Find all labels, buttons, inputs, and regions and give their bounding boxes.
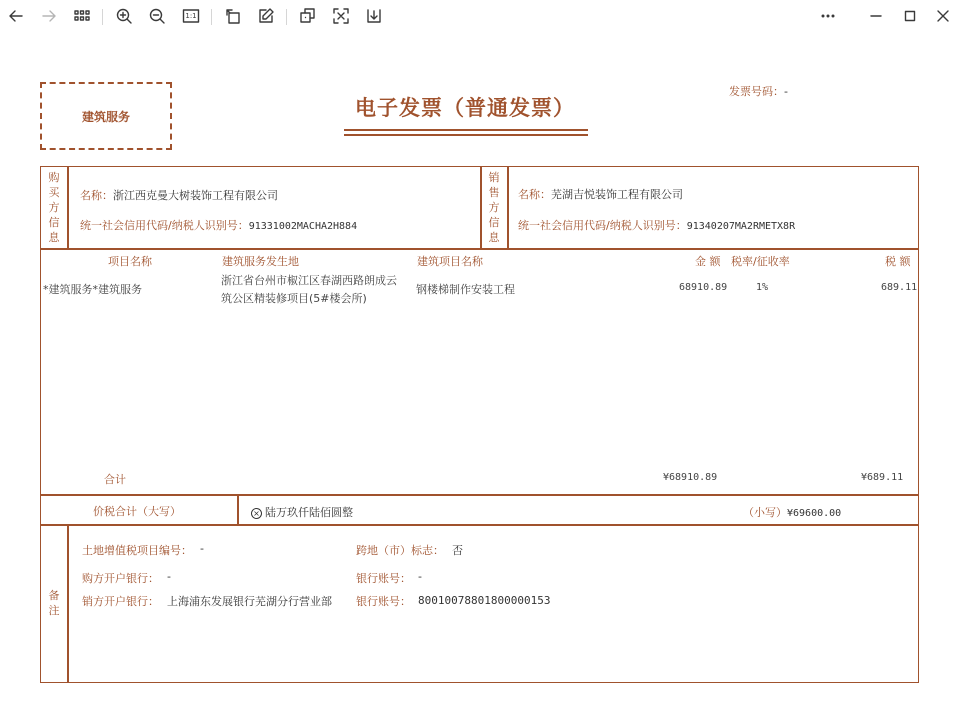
header-amount: 金 额 [695, 255, 721, 268]
edit-icon[interactable] [255, 5, 277, 27]
download-icon[interactable] [363, 5, 385, 27]
buyer-name: 名称：浙江西克曼大树装饰工程有限公司 [80, 189, 278, 202]
zoom-out-icon[interactable] [146, 5, 168, 27]
rotate-icon[interactable] [222, 5, 244, 27]
cross-region-value: 否 [452, 544, 463, 557]
buyer-bank-label: 购方开户银行： [82, 572, 159, 585]
item-project-name: 钢楼梯制作安装工程 [416, 283, 515, 296]
close-icon[interactable] [932, 5, 954, 27]
actual-size-icon[interactable]: 1:1 [185, 12, 197, 20]
item-amount: 68910.89 [679, 282, 728, 293]
copy-icon[interactable] [297, 5, 319, 27]
remarks-section-label: 备 注 [48, 589, 60, 617]
seller-name: 名称：芜湖吉悦装饰工程有限公司 [518, 188, 683, 201]
fit-screen-icon[interactable] [330, 5, 352, 27]
divider [40, 494, 919, 496]
invoice-number-label: 发票号码： [729, 85, 784, 98]
divider [507, 166, 509, 248]
minimize-icon[interactable] [865, 5, 887, 27]
subtotal-tax: ¥689.11 [861, 472, 904, 483]
stamp-label: 建筑服务 [81, 109, 130, 124]
maximize-icon[interactable] [899, 5, 921, 27]
header-tax: 税 额 [885, 255, 911, 268]
forward-arrow-icon [38, 5, 60, 27]
item-service-location: 浙江省台州市椒江区春湖西路朗成云 [221, 274, 397, 287]
more-icon[interactable] [817, 5, 839, 27]
back-arrow-icon[interactable] [5, 5, 27, 27]
buyer-bank-value: - [167, 570, 171, 583]
item-tax-rate: 1% [756, 282, 769, 293]
header-service-location: 建筑服务发生地 [222, 255, 299, 268]
buyer-tax-id: 统一社会信用代码/纳税人识别号：91331002MACHA2H884 [80, 219, 358, 232]
seller-section-label: 销 售 方 信 息 [488, 171, 500, 244]
divider [237, 494, 239, 524]
seller-bank-label: 销方开户银行： [82, 595, 159, 608]
item-tax: 689.11 [881, 282, 918, 293]
zoom-in-icon[interactable] [113, 5, 135, 27]
buyer-section-label: 购 买 方 信 息 [48, 171, 60, 244]
total-label: 价税合计（大写） [93, 505, 181, 518]
land-tax-label: 土地增值税项目编号： [82, 544, 192, 557]
cross-region-label: 跨地（市）标志： [356, 544, 444, 557]
land-tax-value: - [200, 542, 204, 555]
viewer-toolbar [0, 0, 960, 34]
divider [40, 524, 919, 526]
buyer-account-label: 银行账号： [356, 572, 411, 585]
item-name: *建筑服务*建筑服务 [43, 283, 142, 296]
title-underline [344, 129, 588, 131]
total-words: × 陆万玖仟陆佰圆整 [251, 504, 353, 520]
divider [67, 166, 69, 248]
invoice-type-stamp [40, 82, 172, 150]
buyer-account-value: - [418, 570, 422, 583]
item-service-location: 筑公区精装修项目(5#楼会所) [221, 292, 367, 305]
subtotal-amount: ¥68910.89 [663, 472, 718, 483]
invoice-number [729, 83, 788, 99]
invoice-title: 电子发票（普通发票） [355, 95, 575, 120]
invoice-number-value: - [784, 85, 788, 98]
divider [480, 166, 482, 248]
divider [40, 248, 919, 250]
header-project-name: 建筑项目名称 [417, 255, 483, 268]
subtotal-label: 合计 [104, 473, 126, 486]
seller-bank-value: 上海浦东发展银行芜湖分行营业部 [167, 595, 332, 608]
title-underline [344, 134, 588, 136]
header-tax-rate: 税率/征收率 [731, 255, 790, 268]
seller-account-label: 银行账号： [356, 595, 411, 608]
total-words-icon: × [251, 508, 262, 519]
divider [67, 524, 69, 683]
grid-icon[interactable] [71, 5, 93, 27]
total-small: （小写）¥69600.00 [743, 506, 842, 519]
seller-tax-id: 统一社会信用代码/纳税人识别号：91340207MA2RMETX8R [518, 219, 796, 232]
seller-account-value: 80010078801800000153 [418, 594, 551, 607]
header-item-name: 项目名称 [108, 255, 152, 268]
